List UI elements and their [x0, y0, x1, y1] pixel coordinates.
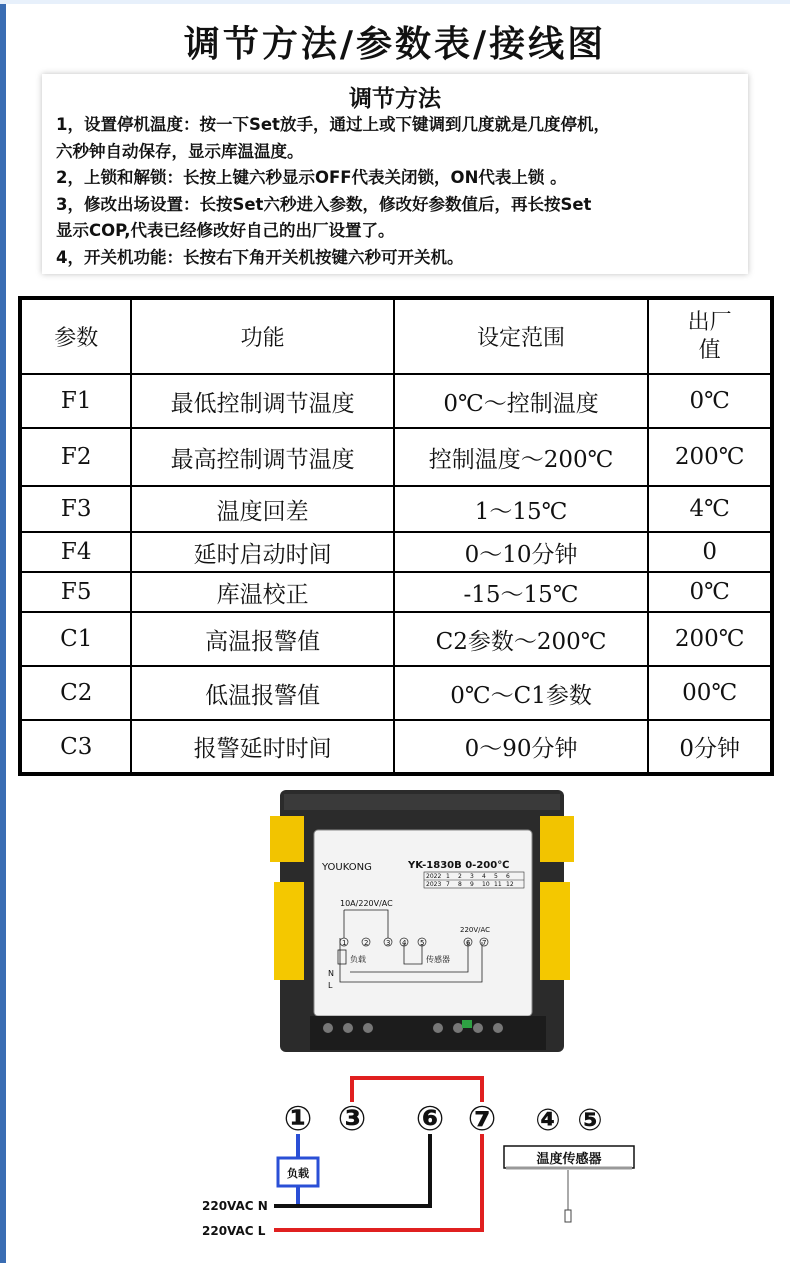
- table-row: [20, 720, 772, 774]
- cell-default: 00℃: [648, 666, 772, 720]
- device-rating: 10A/220V/AC: [340, 899, 393, 908]
- code-cell: 6: [506, 873, 510, 880]
- cell-range: C2参数～200℃: [394, 612, 649, 666]
- cell-default: 200℃: [648, 612, 772, 666]
- terminal-4-marker: ④: [535, 1103, 561, 1138]
- cell-default: 4℃: [648, 486, 772, 532]
- parameter-table: [18, 296, 774, 776]
- device-label: [314, 830, 532, 1016]
- header-function: 功能: [131, 298, 393, 374]
- table-row: [20, 612, 772, 666]
- code-cell: 7: [446, 881, 450, 888]
- cell-param: F1: [20, 374, 131, 428]
- header-default: [648, 298, 772, 374]
- sensor-label: 温度传感器: [536, 1152, 602, 1167]
- terminal-label: 1: [342, 939, 347, 947]
- page-title: 调节方法/参数表/接线图: [183, 24, 607, 65]
- terminal-label: 2: [364, 939, 369, 947]
- terminal-label: 4: [402, 939, 407, 947]
- cell-param: C3: [20, 720, 131, 774]
- code-cell: 2: [458, 873, 462, 880]
- code-cell: 9: [470, 881, 474, 888]
- neutral-label: 220VAC N: [202, 1199, 268, 1213]
- code-cell: 12: [506, 881, 514, 888]
- cell-param: C2: [20, 666, 131, 720]
- cell-function: 延时启动时间: [131, 532, 393, 572]
- terminal-5-marker: ⑤: [577, 1103, 603, 1138]
- cell-function: 高温报警值: [131, 612, 393, 666]
- cell-range: 0℃～控制温度: [394, 374, 649, 428]
- method-line: 六秒钟自动保存，显示库温温度。: [56, 141, 304, 161]
- terminal-3-marker: ③: [337, 1099, 367, 1139]
- terminal-label: 5: [420, 939, 425, 947]
- code-cell: 1: [446, 873, 450, 880]
- left-clip-top: [270, 816, 304, 862]
- cell-param: C1: [20, 612, 131, 666]
- header-range: 设定范围: [394, 298, 649, 374]
- method-line: 3，修改出场设置：长按Set六秒进入参数，修改好参数值后，再长按Set: [56, 194, 592, 214]
- live-label: 220VAC L: [202, 1224, 266, 1238]
- table-row: [20, 374, 772, 428]
- cell-function: 最高控制调节温度: [131, 428, 393, 486]
- cell-range: 0℃～C1参数: [394, 666, 649, 720]
- code-cell: 10: [482, 881, 490, 888]
- terminal-label: 7: [482, 939, 487, 947]
- cell-range: 0～90分钟: [394, 720, 649, 774]
- code-cell: 11: [494, 881, 502, 888]
- cell-function: 低温报警值: [131, 666, 393, 720]
- device-load-label: 负载: [350, 955, 366, 964]
- header-default-line1: 出厂: [687, 309, 732, 335]
- left-edge-bar: [0, 0, 6, 1263]
- method-line: 4，开关机功能：长按右下角开关机按键六秒可开关机。: [56, 247, 464, 267]
- right-clip-top: [540, 816, 574, 862]
- method-panel: [42, 74, 748, 274]
- device-model: YK-1830B 0-200℃: [408, 860, 510, 871]
- cell-param: F4: [20, 532, 131, 572]
- cell-param: F3: [20, 486, 131, 532]
- cell-param: F5: [20, 572, 131, 612]
- cell-range: 控制温度～200℃: [394, 428, 649, 486]
- cell-range: 0～10分钟: [394, 532, 649, 572]
- code-year-2: 2023: [426, 881, 442, 888]
- cell-param: F2: [20, 428, 131, 486]
- device-l-label: L: [328, 981, 333, 990]
- cell-function: 最低控制调节温度: [131, 374, 393, 428]
- device-power-label: 220V/AC: [460, 926, 491, 934]
- cell-default: 0℃: [648, 374, 772, 428]
- load-label: 负载: [287, 1167, 309, 1180]
- top-strip: [0, 0, 790, 4]
- method-heading: 调节方法: [349, 86, 441, 112]
- code-cell: 4: [482, 873, 486, 880]
- terminal-label: 3: [386, 939, 391, 947]
- header-param: 参数: [20, 298, 131, 374]
- cell-function: 库温校正: [131, 572, 393, 612]
- table-header-row: [20, 298, 772, 374]
- wiring-diagram: [190, 1068, 650, 1258]
- device-brand: YOUKONG: [322, 862, 372, 873]
- cell-default: 0: [648, 532, 772, 572]
- indicator-green: [462, 1020, 472, 1028]
- method-line: 显示COP,代表已经修改好自己的出厂设置了。: [56, 221, 395, 240]
- sensor-probe: [565, 1210, 571, 1222]
- device-sensor-label: 传感器: [426, 955, 450, 964]
- terminal-6-marker: ⑥: [415, 1099, 445, 1139]
- terminal-block: [310, 1016, 546, 1050]
- cell-default: 0℃: [648, 572, 772, 612]
- table-row: [20, 486, 772, 532]
- method-line: 2，上锁和解锁：长按上键六秒显示OFF代表关闭锁，ON代表上锁 。: [56, 168, 567, 187]
- right-clip: [540, 882, 570, 980]
- code-cell: 3: [470, 873, 474, 880]
- method-lines: [56, 112, 746, 271]
- terminal-7-marker: ⑦: [467, 1099, 497, 1139]
- code-year-1: 2022: [426, 873, 442, 880]
- method-line: 1，设置停机温度：按一下Set放手，通过上或下键调到几度就是几度停机，: [56, 115, 610, 134]
- terminal-label: 6: [466, 939, 471, 947]
- cell-function: 温度回差: [131, 486, 393, 532]
- table-row: [20, 428, 772, 486]
- table-row: [20, 572, 772, 612]
- header-default-line2: 值: [698, 337, 721, 363]
- cell-range: 1～15℃: [394, 486, 649, 532]
- terminal-1-marker: ①: [283, 1099, 313, 1139]
- cell-function: 报警延时时间: [131, 720, 393, 774]
- cell-range: -15～15℃: [394, 572, 649, 612]
- table-row: [20, 666, 772, 720]
- cell-default: 200℃: [648, 428, 772, 486]
- left-clip: [274, 882, 304, 980]
- controller-device: [270, 782, 574, 1058]
- code-cell: 8: [458, 881, 462, 888]
- cell-default: 0分钟: [648, 720, 772, 774]
- device-top-edge: [284, 794, 560, 810]
- code-cell: 5: [494, 873, 498, 880]
- device-n-label: N: [328, 969, 334, 978]
- table-row: [20, 532, 772, 572]
